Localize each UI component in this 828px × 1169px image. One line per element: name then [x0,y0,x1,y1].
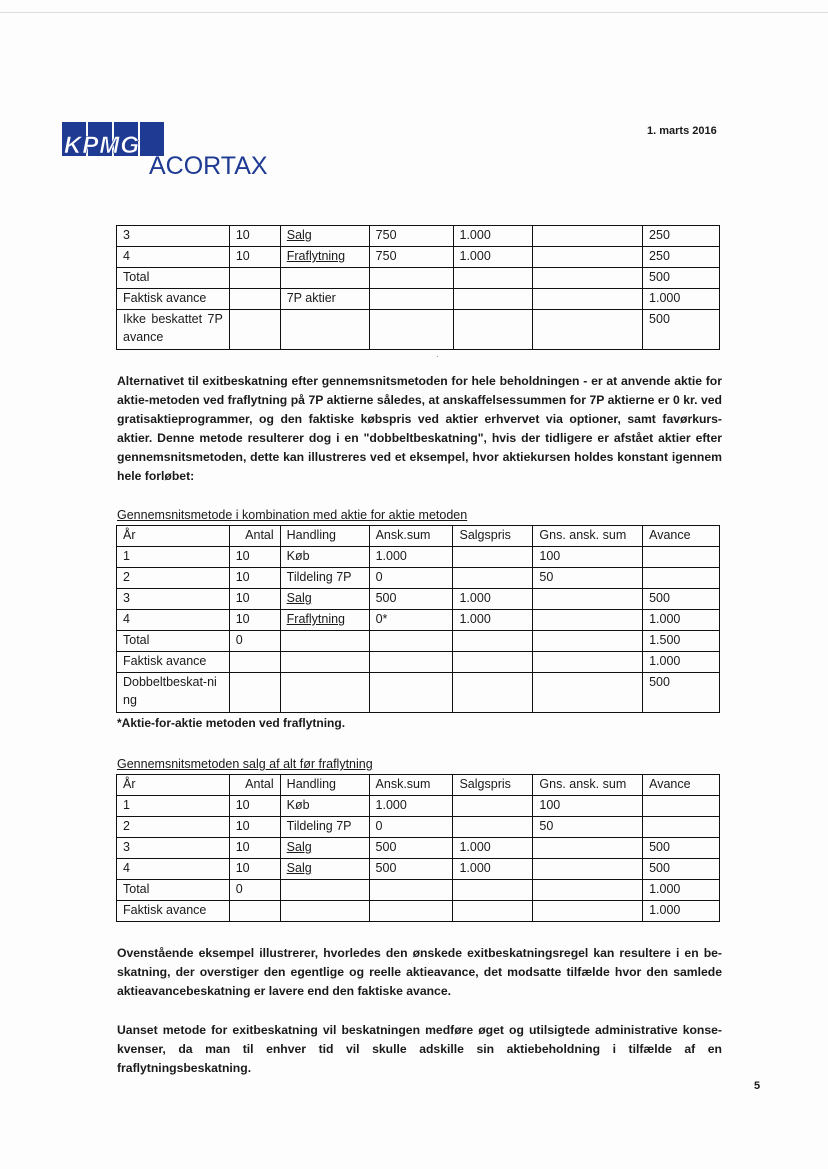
table-cell [453,880,533,901]
table-cell: 500 [643,838,720,859]
table-cell: 3 [117,838,230,859]
table-cell: 7P aktier [280,289,369,310]
kpmg-acortax-logo [62,122,282,184]
table-cell: 750 [369,226,453,247]
table-cell [280,673,369,713]
table-header-row [117,526,720,547]
table-cell: 1 [117,547,230,568]
table-cell: 500 [643,310,720,350]
table-cell [453,310,533,350]
table-average-method-combined [116,525,720,713]
table-cell [533,610,643,631]
table-header-row [117,775,720,796]
kpmg-logo-text: KPMG [64,132,140,159]
table-cell: 2 [117,568,230,589]
table-cell: 10 [229,796,280,817]
table-cell: 250 [643,247,720,268]
table-cell: 0 [229,880,280,901]
table-cell: Fraflytning [280,247,369,268]
table-cell: 500 [369,859,453,880]
column-header: Avance [643,526,720,547]
table-cell: 50 [533,568,643,589]
table-cell [453,631,533,652]
table-cell: Tildeling 7P [280,817,369,838]
table3-caption: Gennemsnitsmetoden salg af alt før fraflytning [117,757,373,771]
table-cell: 1.000 [453,859,533,880]
table-cell [533,268,643,289]
table-cell [533,901,643,922]
page-number: 5 [754,1080,761,1092]
column-header: År [117,526,230,547]
table-cell: 1.000 [643,880,720,901]
table-row [117,568,720,589]
table2-footnote: *Aktie-for-aktie metoden ved fraflytning. [117,716,346,730]
table-cell: 10 [229,817,280,838]
table-cell [453,289,533,310]
table-cell: 10 [229,226,280,247]
table-cell: 10 [229,610,280,631]
table-cell [643,568,720,589]
table-cell [369,673,453,713]
table-cell: 10 [229,589,280,610]
table-row [117,310,720,350]
table-cell: 1.000 [643,901,720,922]
table-cell [369,631,453,652]
table3-body [117,796,720,922]
column-header: Ansk.sum [369,775,453,796]
table2-header [117,526,720,547]
document-date: 1. marts 2016 [647,125,717,137]
table-cell: Salg [280,589,369,610]
table-cell: 4 [117,247,230,268]
table-cell [453,568,533,589]
table-cell: 500 [643,589,720,610]
table-cell: 10 [229,547,280,568]
table-cell: 1 [117,796,230,817]
table-row [117,880,720,901]
table-row [117,838,720,859]
table-cell: 50 [533,817,643,838]
table-cell [643,796,720,817]
table-cell: 4 [117,859,230,880]
table-cell [280,310,369,350]
table2-body [117,547,720,713]
column-header: Salgspris [453,526,533,547]
table-cell: 0 [369,817,453,838]
table-cell [229,310,280,350]
table-cell [533,673,643,713]
table-cell: 500 [369,589,453,610]
table-cell [533,631,643,652]
table-cell: 0* [369,610,453,631]
table-cell: 1.500 [643,631,720,652]
table-cell: 4 [117,610,230,631]
table-row [117,673,720,713]
table-cell [280,268,369,289]
table-cell: 100 [533,796,643,817]
table-row [117,247,720,268]
table-cell: Faktisk avance [117,652,230,673]
table-cell: Salg [280,838,369,859]
table-cell [643,547,720,568]
table-cell: 500 [643,268,720,289]
table-row [117,589,720,610]
table-cell: 1.000 [453,589,533,610]
table-row [117,796,720,817]
table-cell: 500 [643,859,720,880]
paragraph-example-conclusion: Ovenstående eksempel illustrerer, hvorledes den ønskede exitbeskatningsregel kan resultere i en be-skatning, der overstiger den egentlige og reelle aktieavance, det modsatte tilfælde hvor den samlede aktieavancebeskatning er lavere end den faktiske avance. [117,946,722,998]
table-cell: 2 [117,817,230,838]
table3-header [117,775,720,796]
table-cell: Fraflytning [280,610,369,631]
table1-body [117,226,720,350]
table2-caption: Gennemsnitsmetode i kombination med aktie for aktie metoden [117,508,468,522]
table-cell [453,901,533,922]
table-cell [280,880,369,901]
column-header: Salgspris [453,775,533,796]
table-cell: Total [117,268,230,289]
acortax-logo-text: ACORTAX [149,152,268,180]
scan-speck [437,356,438,357]
table-cell: 1.000 [453,838,533,859]
table-cell [533,880,643,901]
table-cell: 10 [229,568,280,589]
table-cell [453,673,533,713]
table-cell [229,673,280,713]
table-cell [453,652,533,673]
table-cell [280,901,369,922]
table-cell: 1.000 [369,796,453,817]
table-cell [229,268,280,289]
column-header: Gns. ansk. sum [533,775,643,796]
table-cell: 1.000 [453,247,533,268]
table-cell: 500 [369,838,453,859]
table-row [117,631,720,652]
table-cell [533,838,643,859]
table-continuation [116,225,720,350]
column-header: Antal [229,526,280,547]
column-header: Antal [229,775,280,796]
table-cell [369,901,453,922]
table-row [117,652,720,673]
table-cell: 0 [229,631,280,652]
page-top-border [0,12,828,13]
column-header: Handling [280,526,369,547]
table-cell: Salg [280,226,369,247]
table-cell: 1.000 [453,226,533,247]
table-cell: 1.000 [643,652,720,673]
table-cell [369,268,453,289]
table-cell [369,880,453,901]
table-cell: Faktisk avance [117,901,230,922]
table-cell [369,652,453,673]
table-cell [533,589,643,610]
table-cell [369,289,453,310]
table-cell [280,631,369,652]
table-cell [533,247,643,268]
table-row [117,547,720,568]
table-cell: Tildeling 7P [280,568,369,589]
paragraph-administrative-consequences: Uanset metode for exitbeskatning vil beskatningen medføre øget og utilsigtede administrative konse-kvenser, da man til enhver tid vil skulle adskille sin aktiebeholdning i tilfælde af en fraflytningsbeskatning. [117,1023,722,1075]
table-row [117,817,720,838]
table-cell: Salg [280,859,369,880]
table-row [117,268,720,289]
table-cell [533,652,643,673]
table-cell [453,268,533,289]
table-cell: Ikke beskattet 7P avance [117,310,230,350]
table-cell: 250 [643,226,720,247]
table-cell: 10 [229,859,280,880]
table-cell [453,817,533,838]
table-row [117,610,720,631]
table-cell: 1.000 [643,289,720,310]
table-row [117,226,720,247]
column-header: År [117,775,230,796]
table-cell: Faktisk avance [117,289,230,310]
column-header: Avance [643,775,720,796]
table-cell [280,652,369,673]
table-row [117,859,720,880]
table-cell: 1.000 [369,547,453,568]
table-cell: Køb [280,547,369,568]
table-cell: Køb [280,796,369,817]
table-cell [533,310,643,350]
column-header: Gns. ansk. sum [533,526,643,547]
table-cell [643,817,720,838]
table-cell [229,901,280,922]
table-cell: 0 [369,568,453,589]
column-header: Ansk.sum [369,526,453,547]
table-cell [533,226,643,247]
paragraph-alternative: Alternativet til exitbeskatning efter gennemsnitsmetoden for hele beholdningen - er at anvende aktie for aktie-metoden ved fraflytning på 7P aktierne således, at anskaffelsessummen for 7P aktierne er 0 kr. ved gratisaktieprogrammer, og den faktiske købspris ved aktier erhvervet via optioner, samt favørkurs-aktier. Denne metode resulterer dog i en "dobbeltbeskatning", hvis der tidligere er afstået aktier efter gennemsnitsmetoden, dette kan illustreres ved et eksempel, hvor aktiekursen holdes konstant igennem hele forløbet: [117,374,722,483]
table-cell [229,289,280,310]
table-cell: 3 [117,226,230,247]
table-cell [533,289,643,310]
table-cell: Total [117,631,230,652]
table-cell [453,547,533,568]
table-cell: Dobbeltbeskat-ning [117,673,230,713]
table-cell: 500 [643,673,720,713]
table-average-method-sale [116,774,720,922]
table-cell: 1.000 [643,610,720,631]
table-cell: 1.000 [453,610,533,631]
table-cell [369,310,453,350]
table-cell: 10 [229,838,280,859]
column-header: Handling [280,775,369,796]
table-cell: 10 [229,247,280,268]
table-row [117,901,720,922]
table-cell: 750 [369,247,453,268]
table-cell: Total [117,880,230,901]
table-cell: 100 [533,547,643,568]
table-cell [453,796,533,817]
table-row [117,289,720,310]
table-cell [533,859,643,880]
table-cell: 3 [117,589,230,610]
table-cell [229,652,280,673]
